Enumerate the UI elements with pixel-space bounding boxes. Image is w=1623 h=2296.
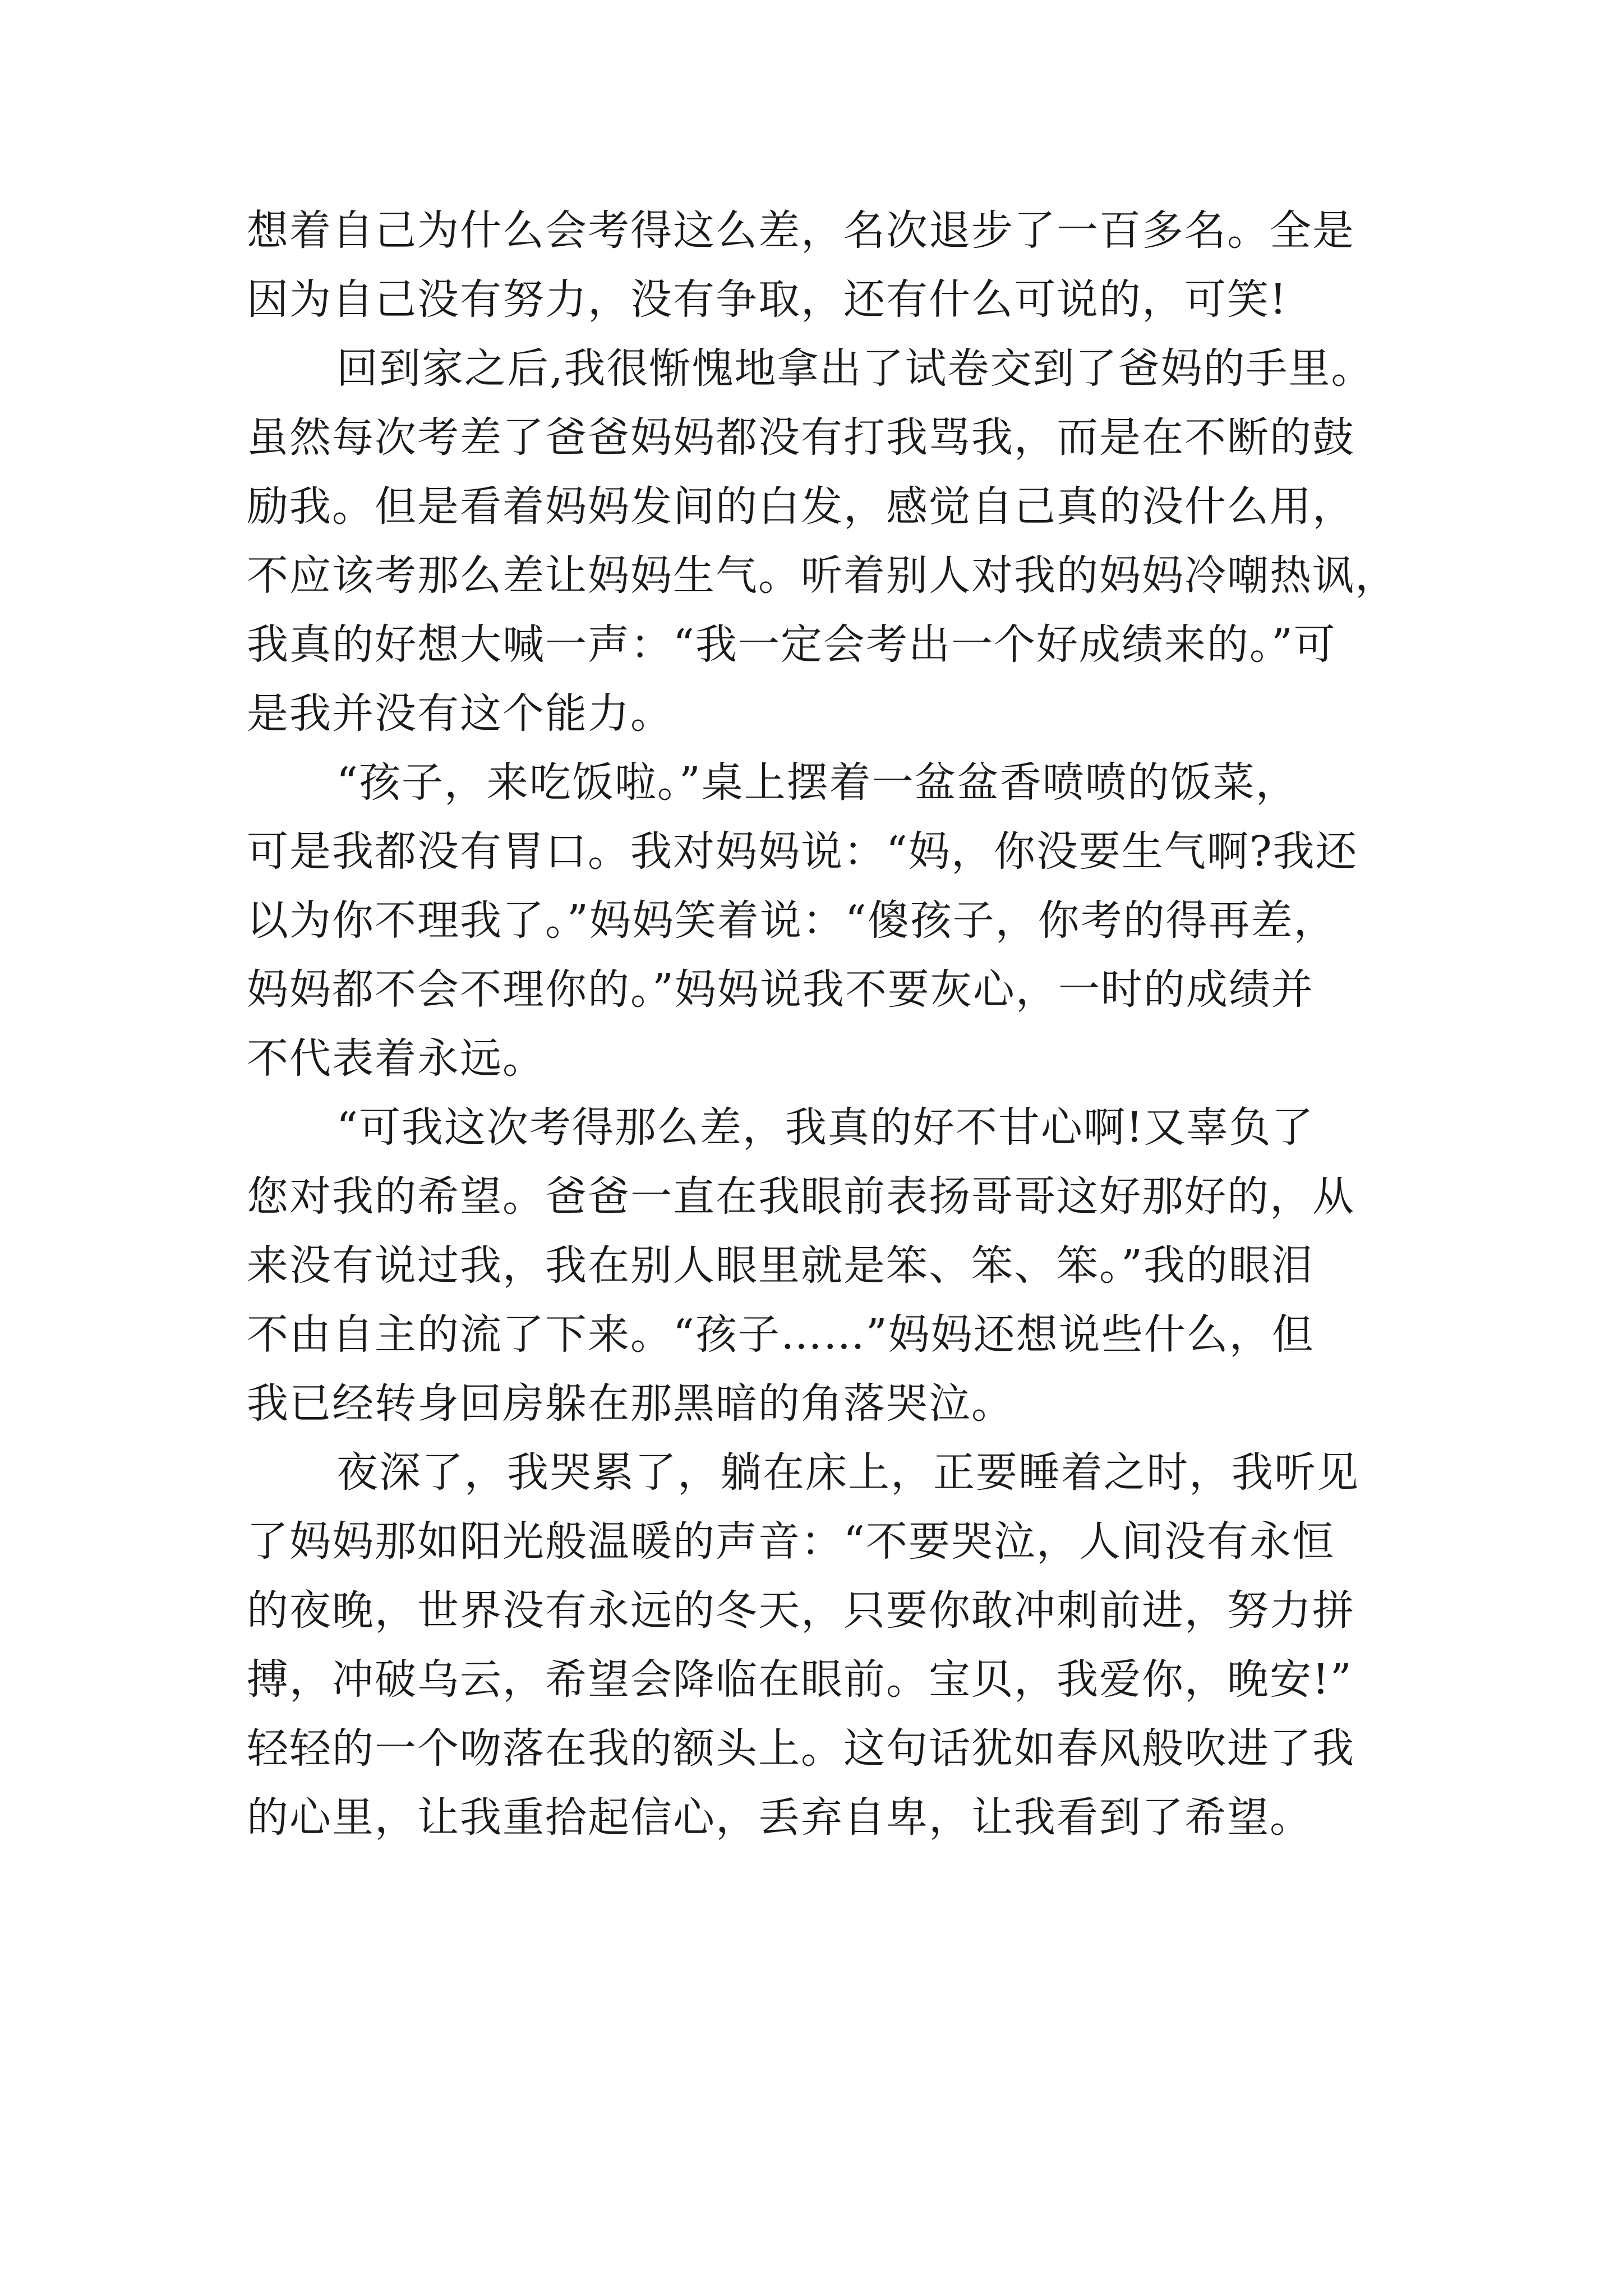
text-line: 虽然每次考差了爸爸妈妈都没有打我骂我，而是在不断的鼓 xyxy=(247,413,1355,462)
text-line: 我已经转身回房躲在那黑暗的角落哭泣。 xyxy=(247,1379,1014,1428)
text-line: 不代表着永远。 xyxy=(247,1034,545,1083)
text-line: 的夜晚，世界没有永远的冬天，只要你敢冲刺前进，努力拼 xyxy=(247,1586,1355,1635)
text-line: 轻轻的一个吻落在我的额头上。这句话犹如春风般吹进了我 xyxy=(247,1724,1355,1773)
text-line: 以为你不理我了。”妈妈笑着说：“傻孩子，你考的得再差， xyxy=(247,896,1336,945)
text-line: 夜深了，我哭累了，躺在床上，正要睡着之时，我听见 xyxy=(336,1448,1359,1497)
text-line: 不由自主的流了下来。“孩子……”妈妈还想说些什么，但 xyxy=(247,1310,1315,1359)
text-line: 搏，冲破乌云，希望会降临在眼前。宝贝，我爱你，晚安!” xyxy=(247,1655,1353,1704)
text-line: 不应该考那么差让妈妈生气。听着别人对我的妈妈冷嘲热讽， xyxy=(247,551,1398,600)
text-line: 因为自己没有努力，没有争取，还有什么可说的，可笑! xyxy=(247,275,1288,324)
text-line: 励我。但是看着妈妈发间的白发，感觉自己真的没什么用， xyxy=(247,482,1355,531)
text-line: 了妈妈那如阳光般温暖的声音：“不要哭泣，人间没有永恒 xyxy=(247,1517,1335,1566)
body-text xyxy=(247,196,1424,1852)
text-line: 妈妈都不会不理你的。”妈妈说我不要灰心，一时的成绩并 xyxy=(247,965,1314,1014)
text-line: 可是我都没有胃口。我对妈妈说：“妈，你没要生气啊?我还 xyxy=(247,827,1358,876)
text-line: “可我这次考得那么差，我真的好不甘心啊!又辜负了 xyxy=(336,1103,1315,1152)
text-line: 来没有说过我，我在别人眼里就是笨、笨、笨。”我的眼泪 xyxy=(247,1241,1314,1290)
text-line: 想着自己为什么会考得这么差，名次退步了一百多名。全是 xyxy=(247,206,1355,255)
text-line: 是我并没有这个能力。 xyxy=(247,689,673,738)
text-line: 我真的好想大喊一声：“我一定会考出一个好成绩来的。”可 xyxy=(247,620,1336,669)
text-line: 的心里，让我重拾起信心，丢弃自卑，让我看到了希望。 xyxy=(247,1793,1312,1842)
text-line: 回到家之后,我很惭愧地拿出了试卷交到了爸妈的手里。 xyxy=(336,344,1374,393)
text-line: 您对我的希望。爸爸一直在我眼前表扬哥哥这好那好的，从 xyxy=(247,1172,1355,1221)
text-line: “孩子，来吃饭啦。”桌上摆着一盆盆香喷喷的饭菜， xyxy=(336,758,1298,807)
